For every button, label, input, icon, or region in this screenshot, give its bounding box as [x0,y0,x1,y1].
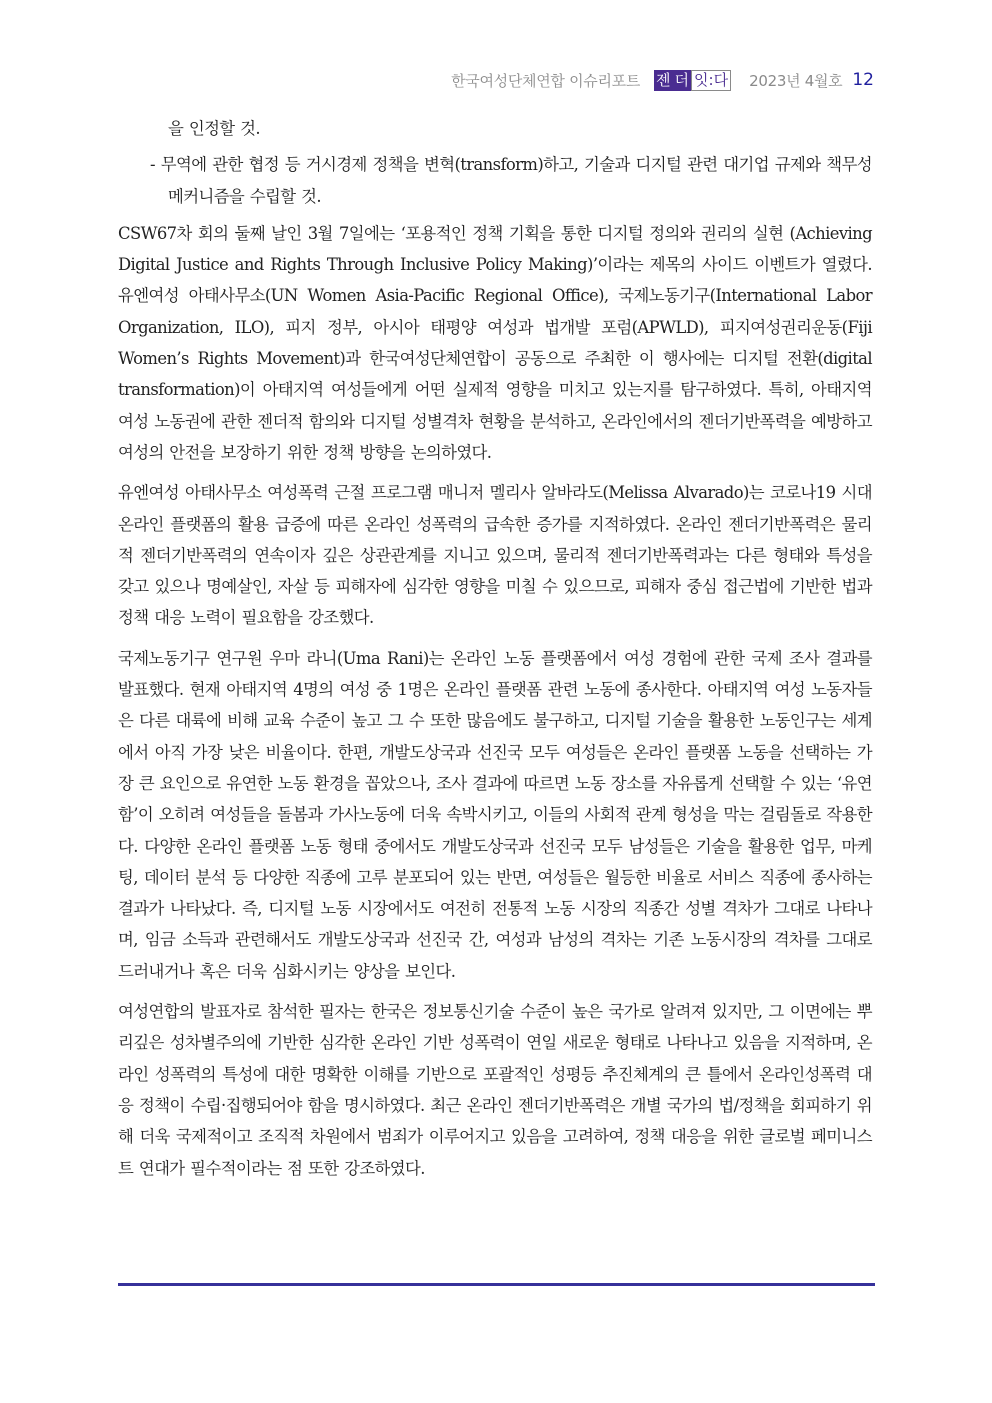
continuation-text: 을 인정할 것. [168,119,260,138]
paragraph-csw67-side-event: CSW67차 회의 둘째 날인 3월 7일에는 ‘포용적인 정책 기획을 통한 디지털 정의와 권리의 실현 (Achieving Digital Justice and Rights Through Inclusive Policy Making)’이라는 제목의 사이드 이벤트가 열렸다. 유엔여성 아태사무소(UN Women Asia-Pacific Regional Office), 국제노동기구(International Labor Organization, ILO), 피지 정부, 아시아 태평양 여성과 법개발 포럼(APWLD), 피지여성권리운동(Fiji Women’s Rights Movement)과 한국여성단체연합이 공동으로 주최한 이 행사에는 디지털 전환(digital transformation)이 아태지역 여성들에게 어떤 실제적 영향을 미치고 있는지를 탐구하였다. 특히, 아태지역 여성 노동권에 관한 젠더적 함의와 디지털 성별격차 현황을 분석하고, 온라인에서의 젠더기반폭력을 예방하고 여성의 안전을 보장하기 위한 정책 방향을 논의하였다. [118,223,872,462]
logo-part-1: 젠 [656,70,671,89]
footer-divider [118,1283,875,1286]
logo-part-3: 잇:다 [691,70,731,91]
paragraph-ilo-uma-rani: 국제노동기구 연구원 우마 라니(Uma Rani)는 온라인 노동 플랫폼에서 여성 경험에 관한 국제 조사 결과를 발표했다. 현재 아태지역 4명의 여성 중 1명은 온라인 플랫폼 관련 노동에 종사한다. 아태지역 여성 노동자들은 다른 대륙에 비해 교육 수준이 높고 그 수 또한 많음에도 불구하고, 디지털 기술을 활용한 노동인구는 세계에서 아직 가장 낮은 비율이다. 한편, 개발도상국과 선진국 모두 여성들은 온라인 플랫폼 노동을 선택하는 가장 큰 요인으로 유연한 노동 환경을 꼽았으나, 조사 결과에 따르면 노동 장소를 자유롭게 선택할 수 있는 ‘유연함’이 오히려 여성들을 돌봄과 가사노동에 더욱 속박시키고, 이들의 사회적 관계 형성을 막는 걸림돌로 작용한다. 다양한 온라인 플랫폼 노동 형태 중에서도 개발도상국과 선진국 모두 남성들은 기술을 활용한 업무, 마케팅, 데이터 분석 등 다양한 직종에 고루 분포되어 있는 반면, 여성들은 월등한 비율로 서비스 직종에 종사하는 결과가 나타났다. 즉, 디지털 노동 시장에서도 여전히 전통적 노동 시장의 직종간 성별 격차가 그대로 나타나며, 임금 소득과 관련해서도 개발도상국과 선진국 간, 여성과 남성의 격차는 기존 노동시장의 격차를 그대로 드러내거나 혹은 더욱 심화시키는 양상을 보인다. [118,648,873,981]
page-number: 12 [852,70,874,90]
issue-date: 2023년 4월호 [749,71,843,90]
paragraph-korean-womens-link: 여성연합의 발표자로 참석한 필자는 한국은 정보통신기술 수준이 높은 국가로 알려져 있지만, 그 이면에는 뿌리깊은 성차별주의에 기반한 심각한 온라인 기반 성폭력이 연일 새로운 형태로 나타나고 있음을 지적하며, 온라인 성폭력의 특성에 대한 명확한 이해를 기반으로 포괄적인 성평등 추진체계의 큰 틀에서 온라인성폭력 대응 정책이 수립·집행되어야 함을 명시하였다. 최근 온라인 젠더기반폭력은 개별 국가의 법/정책을 회피하기 위해 더욱 국제적이고 조직적 차원에서 범죄가 이루어지고 있음을 고려하여, 정책 대응을 위한 글로벌 페미니스트 연대가 필수적이라는 점 또한 강조하였다. [118,1002,872,1178]
document-body [118,113,872,1193]
publisher-name: 한국여성단체연합 이슈리포트 [451,71,641,90]
page-header [451,66,874,94]
paragraph-un-women-alvarado: 유엔여성 아태사무소 여성폭력 근절 프로그램 매니저 멜리사 알바라도(Melissa Alvarado)는 코로나19 시대 온라인 플랫폼의 활용 급증에 따른 온라인 성폭력의 급속한 증가를 지적하였다. 온라인 젠더기반폭력은 물리적 젠더기반폭력의 연속이자 깊은 상관관계를 지니고 있으며, 물리적 젠더기반폭력과는 다른 형태와 특성을 갖고 있으나 명예살인, 자살 등 피해자에 심각한 영향을 미칠 수 있으므로, 피해자 중심 접근법에 기반한 법과 정책 대응 노력이 필요함을 강조했다. [118,483,872,628]
bullet-item: - 무역에 관한 협정 등 거시경제 정책을 변혁(transform)하고, 기술과 디지털 관련 대기업 규제와 책무성 메커니즘을 수립할 것. [150,155,872,206]
logo-part-2: 더 [674,70,690,89]
gender-itda-logo [654,70,731,91]
